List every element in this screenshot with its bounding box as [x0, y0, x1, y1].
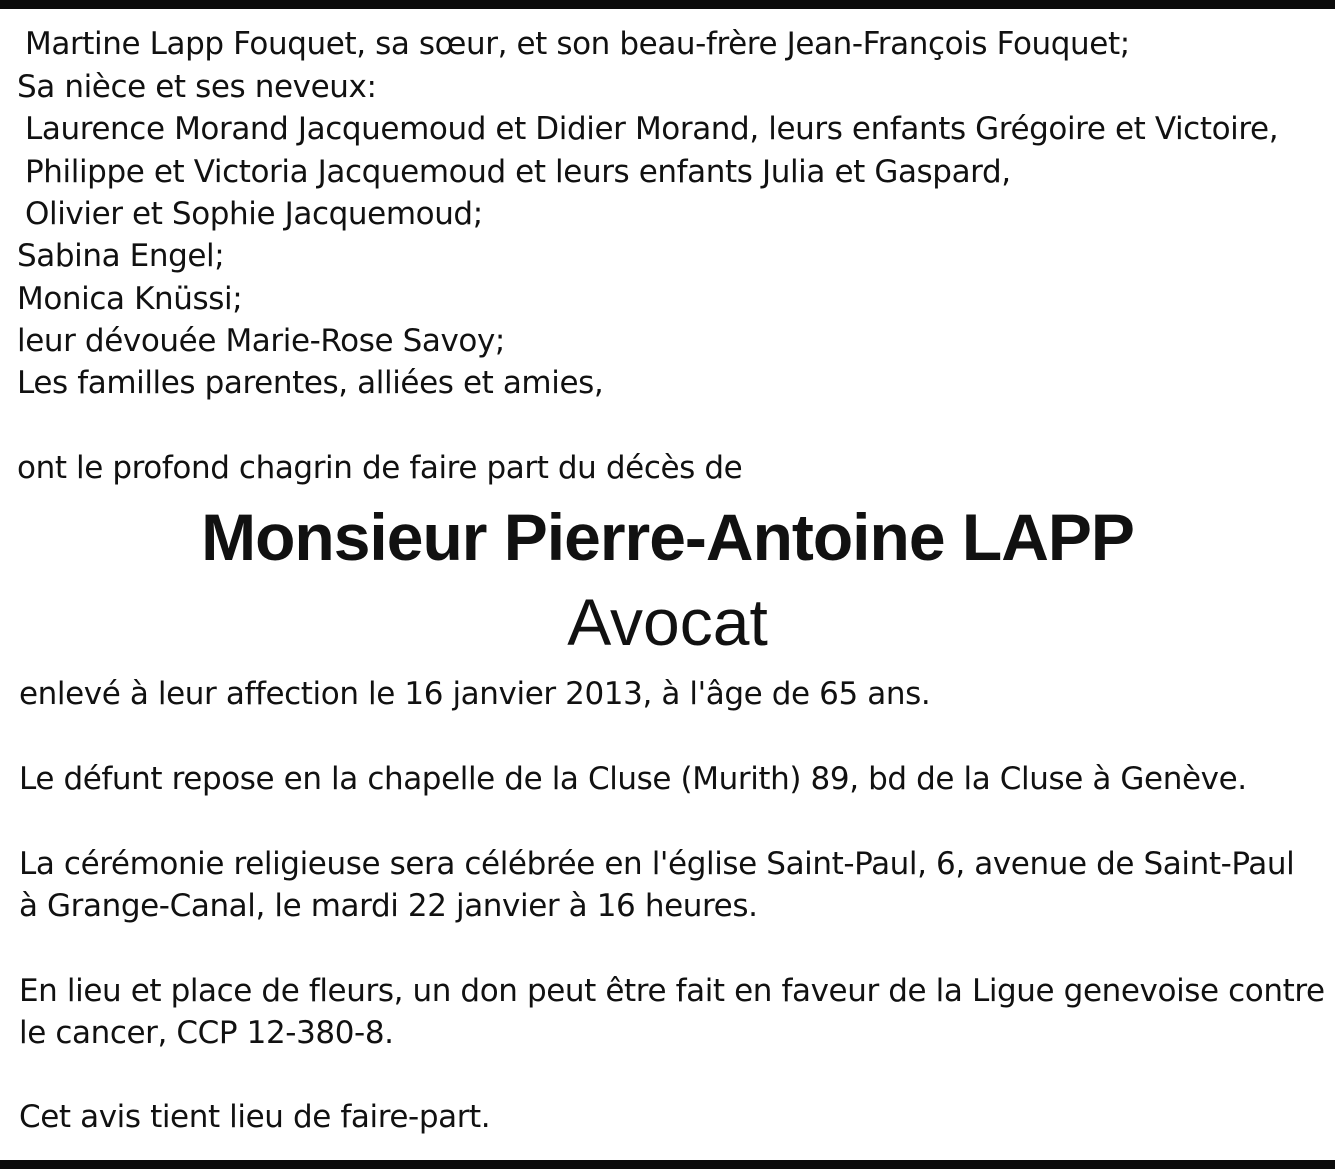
- family-line-philippe: Philippe et Victoria Jacquemoud et leurs enfants Julia et Gaspard,: [25, 154, 1011, 190]
- family-line-olivier: Olivier et Sophie Jacquemoud;: [25, 196, 483, 232]
- repose-text: Le défunt repose en la chapelle de la Cluse (Murith) 89, bd de la Cluse à Genève.: [19, 761, 1247, 797]
- ceremony-line-1: La cérémonie religieuse sera célébrée en l'église Saint-Paul, 6, avenue de Saint-Paul: [19, 846, 1295, 882]
- top-border-rule: [0, 0, 1335, 9]
- family-line-sister: Martine Lapp Fouquet, sa sœur, et son beau-frère Jean-François Fouquet;: [25, 26, 1130, 62]
- announcement-text: ont le profond chagrin de faire part du décès de: [17, 450, 743, 486]
- deceased-name: Monsieur Pierre-Antoine LAPP: [201, 500, 1134, 574]
- death-info-text: enlevé à leur affection le 16 janvier 2013, à l'âge de 65 ans.: [19, 676, 931, 712]
- ceremony-line-2: à Grange-Canal, le mardi 22 janvier à 16 heures.: [19, 888, 758, 924]
- family-line-sabina: Sabina Engel;: [17, 238, 225, 274]
- donation-line-1: En lieu et place de fleurs, un don peut être fait en faveur de la Ligue genevoise contre: [19, 973, 1325, 1009]
- deceased-profession: Avocat: [567, 585, 768, 659]
- family-line-marie-rose: leur dévouée Marie-Rose Savoy;: [17, 323, 505, 359]
- family-line-monica: Monica Knüssi;: [17, 281, 243, 317]
- closing-text: Cet avis tient lieu de faire-part.: [19, 1099, 491, 1135]
- donation-line-2: le cancer, CCP 12-380-8.: [19, 1015, 394, 1051]
- bottom-border-rule: [0, 1160, 1335, 1169]
- family-line-families: Les familles parentes, alliées et amies,: [17, 365, 604, 401]
- family-line-nieces-nephews-heading: Sa nièce et ses neveux:: [17, 69, 377, 105]
- family-line-morand: Laurence Morand Jacquemoud et Didier Morand, leurs enfants Grégoire et Victoire,: [25, 111, 1279, 147]
